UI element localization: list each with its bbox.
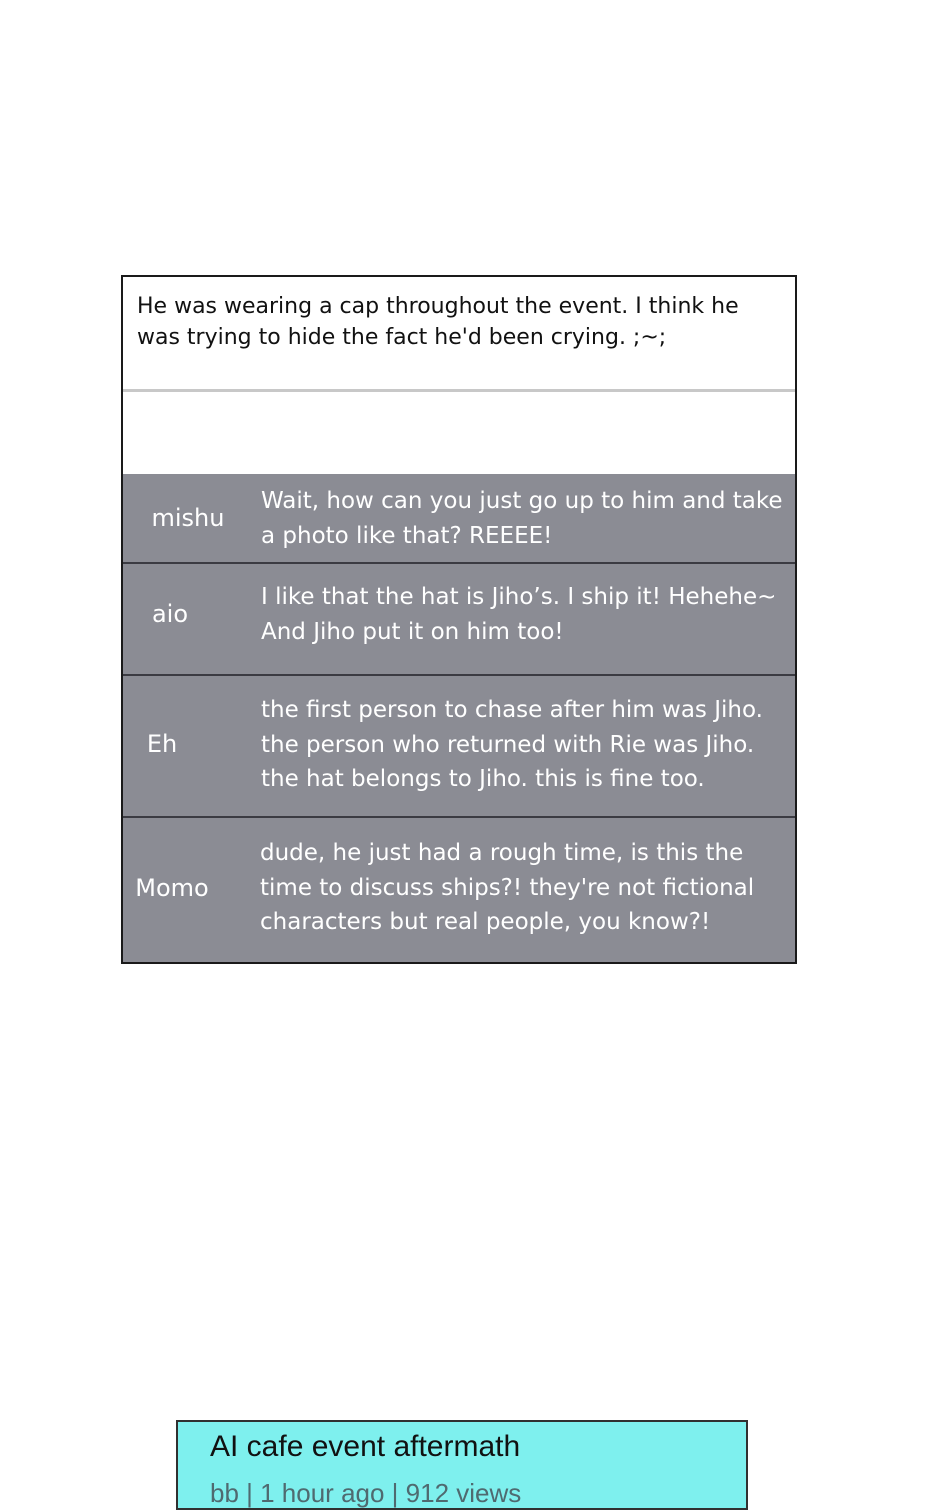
comment-line: dude, he just had a rough time, is this the [260,840,744,866]
next-post-card[interactable] [176,1420,748,1510]
comment-item [123,474,795,562]
comment-username[interactable]: aio [151,600,189,628]
comment-text [261,484,791,553]
comment-line: the first person to chase after him was Jiho. [261,697,763,723]
comment-item [123,562,795,674]
comment-line: the person who returned with Rie was Jiho. [261,731,755,758]
comment-line: time to discuss ships?! they're not fictional [260,874,755,901]
comment-text [261,580,791,649]
comment-list [123,474,795,962]
comment-line: the hat belongs to Jiho. this is fine too. [261,766,705,792]
comment-line: Wait, how can you just go up to him and take [261,488,783,514]
comment-line: And Jiho put it on him too! [261,618,564,645]
comment-text [260,836,790,940]
comment-username[interactable]: mishu [151,504,225,532]
comment-line: characters but real people, you know?! [260,909,711,935]
comment-line: I like that the hat is Jiho’s. I ship it! Hehehe~ [261,584,777,610]
post-panel [121,275,797,964]
comment-item [123,674,795,816]
comment-username[interactable]: Eh [146,730,178,758]
next-post-meta: bb | 1 hour ago | 912 views [210,1478,522,1508]
comment-text [261,693,791,797]
next-post-title[interactable]: AI cafe event aftermath [210,1430,521,1463]
post-divider [123,389,795,392]
post-body-text: He was wearing a cap throughout the event. I think he was trying to hide the fact he'd been crying. ;~; [137,294,739,350]
comment-item [123,816,795,962]
comment-username[interactable]: Momo [135,874,209,902]
comment-line: a photo like that? REEEE! [261,522,553,549]
